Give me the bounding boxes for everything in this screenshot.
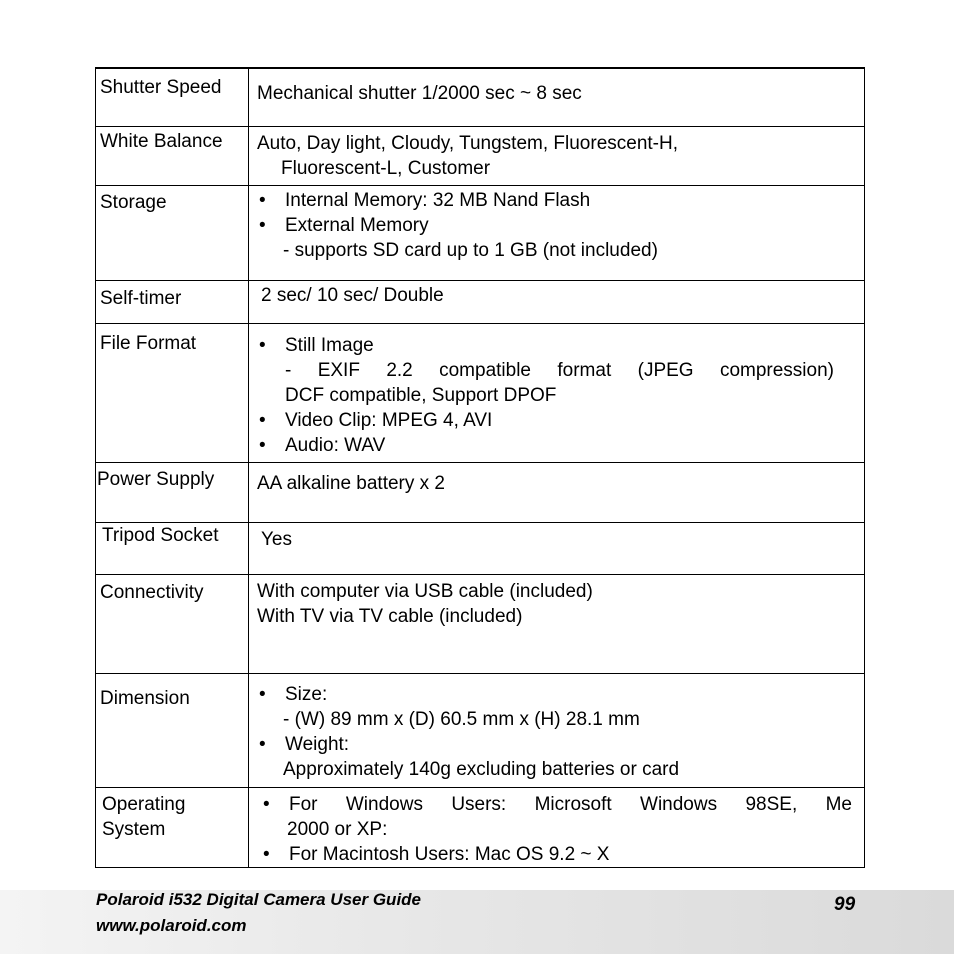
storage-bullet-2: • External Memory	[259, 214, 429, 236]
dimension-sub-2: Approximately 140g excluding batteries or card	[283, 758, 680, 780]
bullet-dot: •	[259, 409, 266, 431]
file-format-sub-1: - EXIF 2.2 compatible format (JPEG compression)	[285, 359, 834, 381]
label-shutter-speed: Shutter Speed	[96, 68, 249, 126]
label-storage: Storage	[96, 185, 249, 280]
value-shutter-speed: Mechanical shutter 1/2000 sec ~ 8 sec	[249, 68, 865, 126]
bullet-dot: •	[259, 434, 266, 456]
storage-bullet-1: • Internal Memory: 32 MB Nand Flash	[259, 189, 591, 211]
connectivity-line-1: With computer via USB cable (included)	[257, 580, 593, 602]
row-storage	[96, 185, 865, 280]
value-self-timer: 2 sec/ 10 sec/ Double	[249, 280, 865, 323]
value-white-balance	[249, 126, 865, 185]
page-footer	[0, 890, 954, 954]
bullet-dot: •	[259, 334, 266, 356]
dimension-sub-1: - (W) 89 mm x (D) 60.5 mm x (H) 28.1 mm	[283, 708, 640, 730]
value-dimension	[249, 673, 865, 787]
row-self-timer	[96, 280, 865, 323]
value-file-format	[249, 323, 865, 462]
footer-website-link[interactable]: www.polaroid.com	[96, 916, 247, 935]
value-storage	[249, 185, 865, 280]
row-connectivity	[96, 574, 865, 673]
connectivity-line-2: With TV via TV cable (included)	[257, 605, 523, 627]
row-file-format	[96, 323, 865, 462]
label-tripod-socket: Tripod Socket	[96, 522, 249, 574]
file-format-bullet-2: • Video Clip: MPEG 4, AVI	[259, 409, 493, 431]
bullet-dot: •	[263, 793, 270, 815]
label-file-format: File Format	[96, 323, 249, 462]
dimension-bullet-2: • Weight:	[259, 733, 350, 755]
label-self-timer: Self-timer	[96, 280, 249, 323]
page-number: 99	[834, 894, 856, 915]
value-power-supply: AA alkaline battery x 2	[249, 462, 865, 522]
white-balance-line1: Auto, Day light, Cloudy, Tungstem, Fluorescent-H,	[257, 132, 678, 154]
white-balance-line2: Fluorescent-L, Customer	[281, 157, 491, 179]
bullet-dot: •	[263, 843, 270, 865]
footer-guide-title: Polaroid i532 Digital Camera User Guide	[96, 890, 422, 909]
os-bullet-1: • For Windows Users: Microsoft Windows 98SE, Me	[257, 792, 852, 817]
file-format-bullet-3: • Audio: WAV	[259, 434, 386, 456]
row-dimension	[96, 673, 865, 787]
row-power-supply	[96, 462, 865, 522]
label-power-supply: Power Supply	[96, 462, 249, 522]
row-shutter-speed	[96, 68, 865, 126]
label-operating-system: Operating System	[96, 787, 249, 867]
bullet-dot: •	[259, 683, 266, 705]
os-bullet-2: • For Macintosh Users: Mac OS 9.2 ~ X	[257, 842, 852, 867]
file-format-sub-2: DCF compatible, Support DPOF	[285, 384, 557, 406]
label-connectivity: Connectivity	[96, 574, 249, 673]
value-connectivity	[249, 574, 865, 673]
bullet-dot: •	[259, 189, 266, 211]
value-operating-system	[249, 787, 865, 867]
file-format-bullet-1: • Still Image	[259, 334, 374, 356]
bullet-dot: •	[259, 214, 266, 236]
storage-sub: - supports SD card up to 1 GB (not included)	[283, 239, 658, 261]
dimension-bullet-1: • Size:	[259, 683, 328, 705]
spec-table	[95, 67, 865, 868]
bullet-dot: •	[259, 733, 266, 755]
label-white-balance: White Balance	[96, 126, 249, 185]
os-bullet-1-cont: 2000 or XP:	[287, 818, 388, 840]
row-operating-system	[96, 787, 865, 867]
value-tripod-socket: Yes	[249, 522, 865, 574]
row-tripod-socket	[96, 522, 865, 574]
label-dimension: Dimension	[96, 673, 249, 787]
row-white-balance	[96, 126, 865, 185]
